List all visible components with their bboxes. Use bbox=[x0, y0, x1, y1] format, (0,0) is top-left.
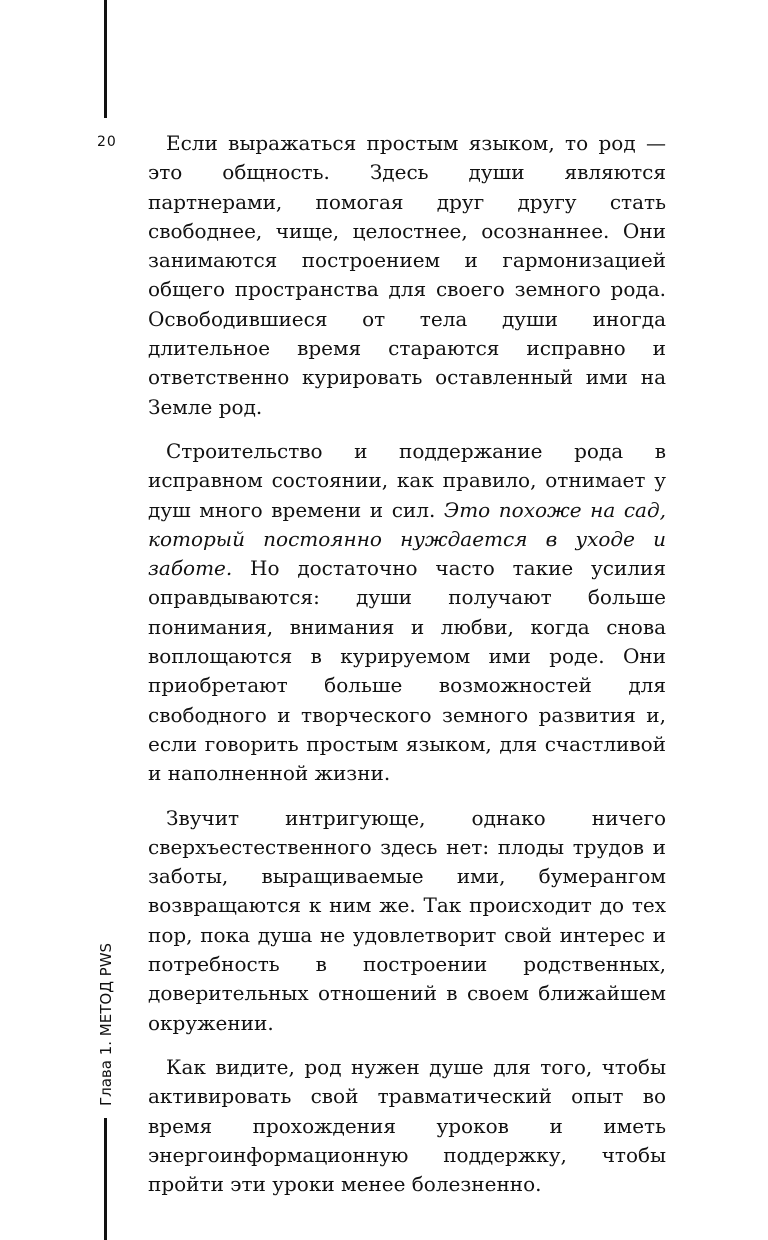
paragraph-4: Как видите, род нужен душе для того, чтобы активировать свой травматический опыт во время прохождения уроков и иметь энергоинформационную поддержку, чтобы пройти эти уроки менее болезненно. bbox=[148, 1054, 666, 1197]
margin-rule-bottom bbox=[104, 1118, 107, 1240]
paragraph-2-text-after: Но достаточно часто такие усилия оправдываются: души получают больше понимания, внимания и любви, когда снова воплощаются в курируемом ими роде. Они приобретают больше возможностей для свободного и творческого земного развития и, если говорить простым языком, для счастливой и наполненной жизни. bbox=[148, 556, 666, 786]
running-head-chapter-title: Глава 1. МЕТОД PWS bbox=[97, 942, 115, 1106]
paragraph-2-italic-quote: Это похоже на сад, который постоянно нуждается в уходе и заботе. bbox=[148, 497, 666, 581]
body-text bbox=[148, 129, 666, 1214]
page-number: 20 bbox=[97, 134, 117, 150]
paragraph-2 bbox=[148, 437, 666, 789]
paragraph-3: Звучит интригующе, однако ничего сверхъестественного здесь нет: плоды трудов и заботы, выращиваемые ими, бумерангом возвращаются к ним же. Так происходит до тех пор, пока душа не удовлетворит свой интерес и потребность в построении родственных, доверительных отношений в своем ближайшем окружении. bbox=[148, 805, 666, 1035]
paragraph-1: Если выражаться простым языком, то род — это общность. Здесь души являются партнерами, помогая друг другу стать свободнее, чище, целостнее, осознаннее. Они занимаются построением и гармонизацией общего пространства для своего земного рода. Освободившиеся от тела души иногда длительное время стараются исправно и ответственно курировать оставленный ими на Земле род. bbox=[148, 131, 666, 419]
paragraph-2-text-before: Строительство и поддержание рода в исправном состоянии, как правило, отнимает у душ много времени и сил. bbox=[148, 438, 666, 522]
margin-rule-top bbox=[104, 0, 107, 118]
